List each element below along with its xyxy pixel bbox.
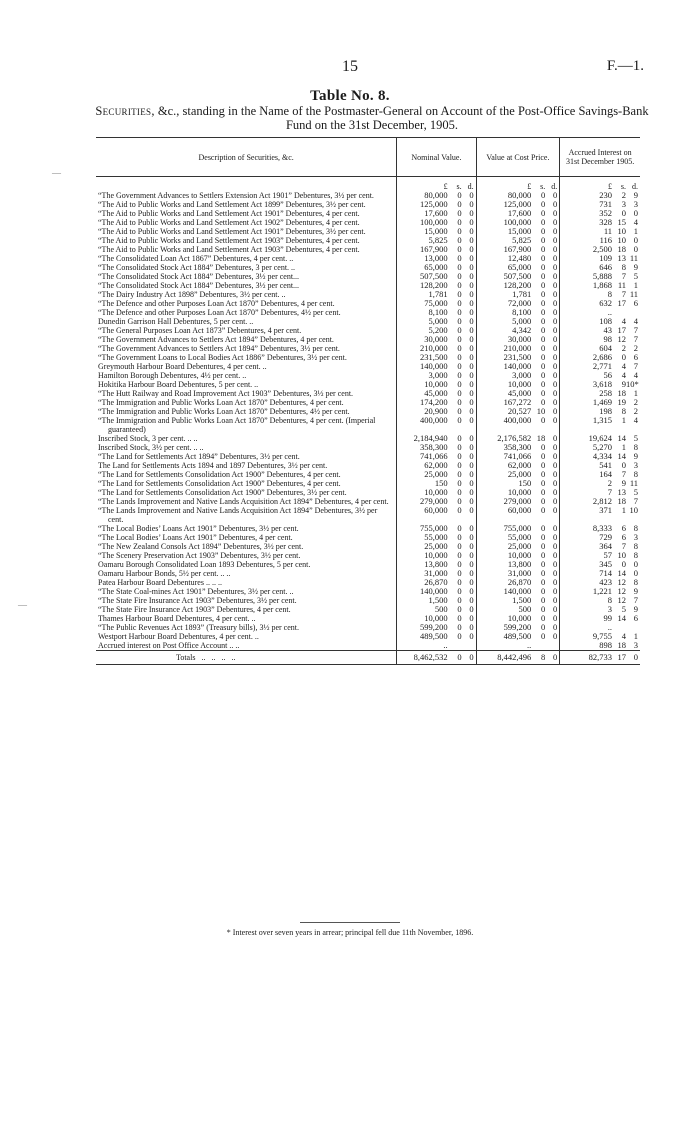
cost-value: 755,000 0 0	[476, 524, 560, 533]
accrued-interest: 5,888 7 5	[560, 272, 640, 281]
table-row	[96, 344, 640, 353]
table-row	[96, 497, 640, 506]
cost-value: 10,000 0 0	[476, 614, 560, 623]
table-row	[96, 587, 640, 596]
accrued-interest: 371 1 10	[560, 506, 640, 524]
accrued-interest: ..	[560, 308, 640, 317]
accrued-interest: 1,221 12 9	[560, 587, 640, 596]
cost-value: 72,000 0 0	[476, 299, 560, 308]
subtitle-lead: Securities,	[95, 104, 155, 118]
cost-value: 140,000 0 0	[476, 587, 560, 596]
table-row	[96, 623, 640, 632]
security-description: “The Aid to Public Works and Land Settlement Act 1902” Debentures, 4 per cent.	[98, 218, 360, 227]
units-desc	[96, 177, 397, 192]
table-row	[96, 353, 640, 362]
table-row	[96, 362, 640, 371]
accrued-interest: 328 15 4	[560, 218, 640, 227]
cost-value: 100,000 0 0	[476, 218, 560, 227]
table-row	[96, 209, 640, 218]
cost-value: 10,000 0 0	[476, 380, 560, 389]
security-description: “The Consolidated Stock Act 1884” Debentures, 3½ per cent...	[98, 281, 300, 290]
cost-value: 15,000 0 0	[476, 227, 560, 236]
cost-value: 5,825 0 0	[476, 236, 560, 245]
security-description: “The State Fire Insurance Act 1903” Debentures, 4 per cent.	[98, 605, 291, 614]
nominal-value: 507,500 0 0	[397, 272, 476, 281]
cost-value: 140,000 0 0	[476, 362, 560, 371]
accrued-interest: 258 18 1	[560, 389, 640, 398]
cost-value: 167,900 0 0	[476, 245, 560, 254]
table-row	[96, 371, 640, 380]
security-description: “The Aid to Public Works and Land Settlement Act 1901” Debentures, 3½ per cent.	[98, 227, 366, 236]
table-row	[96, 542, 640, 551]
nominal-value: 150 0 0	[397, 479, 476, 488]
accrued-interest: 7 13 5	[560, 488, 640, 497]
table-row	[96, 614, 640, 623]
accrued-interest: 604 2 2	[560, 344, 640, 353]
accrued-interest: 8 12 7	[560, 596, 640, 605]
table-row	[96, 479, 640, 488]
cost-value: 12,480 0 0	[476, 254, 560, 263]
security-description: “The Consolidated Stock Act 1884” Debentures, 3 per cent. ..	[98, 263, 296, 272]
table-row	[96, 191, 640, 200]
security-description: Inscribed Stock, 3 per cent. .. ..	[98, 434, 198, 443]
accrued-interest: 109 13 11	[560, 254, 640, 263]
table-row	[96, 236, 640, 245]
security-description: Thames Harbour Board Debentures, 4 per cent. ..	[98, 614, 256, 623]
cost-value: 20,527 10 0	[476, 407, 560, 416]
cost-value: 55,000 0 0	[476, 533, 560, 542]
accrued-interest: 345 0 0	[560, 560, 640, 569]
cost-value: 80,000 0 0	[476, 191, 560, 200]
security-description: Greymouth Harbour Board Debentures, 4 per cent. ..	[98, 362, 267, 371]
security-description: “The Land for Settlements Act 1894” Debentures, 3½ per cent.	[98, 452, 300, 461]
accrued-interest: 99 14 6	[560, 614, 640, 623]
security-description: Inscribed Stock, 3½ per cent. .. ..	[98, 443, 204, 452]
cost-value: 599,200 0 0	[476, 623, 560, 632]
cost-value: 13,800 0 0	[476, 560, 560, 569]
table-row	[96, 461, 640, 470]
header-accrued-interest: Accrued Interest on 31st December 1905.	[560, 138, 640, 177]
accrued-interest: 2 9 11	[560, 479, 640, 488]
nominal-value: 100,000 0 0	[397, 218, 476, 227]
security-description: “The Local Bodies’ Loans Act 1901” Debentures, 3½ per cent.	[98, 524, 299, 533]
footnote: * Interest over seven years in arrear; principal fell due 11th November, 1896.	[226, 928, 474, 937]
nominal-value: 20,900 0 0	[397, 407, 476, 416]
table-row	[96, 470, 640, 479]
totals-row	[96, 651, 640, 665]
cost-value: 279,000 0 0	[476, 497, 560, 506]
table-row	[96, 317, 640, 326]
accrued-interest: 2,812 18 7	[560, 497, 640, 506]
security-description: “The General Purposes Loan Act 1873” Debentures, 4 per cent.	[98, 326, 302, 335]
cost-value: 25,000 0 0	[476, 542, 560, 551]
nominal-value: 62,000 0 0	[397, 461, 476, 470]
security-description: “The State Coal-mines Act 1901” Debentures, 3½ per cent. ..	[98, 587, 294, 596]
table-row	[96, 596, 640, 605]
security-description: “The Government Loans to Local Bodies Act 1886” Debentures, 3½ per cent.	[98, 353, 347, 362]
table-row	[96, 416, 640, 434]
accrued-interest: 198 8 2	[560, 407, 640, 416]
accrued-interest: 2,771 4 7	[560, 362, 640, 371]
accrued-interest: 364 7 8	[560, 542, 640, 551]
table-row	[96, 533, 640, 542]
nominal-value: 65,000 0 0	[397, 263, 476, 272]
nominal-value: 128,200 0 0	[397, 281, 476, 290]
nominal-value: 60,000 0 0	[397, 506, 476, 524]
accrued-interest: 43 17 7	[560, 326, 640, 335]
table-row	[96, 452, 640, 461]
table-row	[96, 434, 640, 443]
accrued-interest: 1,868 11 1	[560, 281, 640, 290]
nominal-value: 210,000 0 0	[397, 344, 476, 353]
totals-nominal: 8,462,532 0 0	[397, 651, 476, 665]
cost-value: 358,300 0 0	[476, 443, 560, 452]
security-description: “The State Fire Insurance Act 1903” Debentures, 3½ per cent.	[98, 596, 297, 605]
security-description: “The Aid to Public Works and Land Settlement Act 1901” Debentures, 4 per cent.	[98, 209, 360, 218]
cost-value: 150 0 0	[476, 479, 560, 488]
table-row	[96, 326, 640, 335]
cost-value: 1,500 0 0	[476, 596, 560, 605]
table-row	[96, 281, 640, 290]
nominal-value: 3,000 0 0	[397, 371, 476, 380]
units-interest: £ s. d.	[560, 177, 640, 192]
accrued-interest: 5,270 1 8	[560, 443, 640, 452]
nominal-value: 5,000 0 0	[397, 317, 476, 326]
security-description: “The Government Advances to Settlers Act 1894” Debentures, 4 per cent.	[98, 335, 334, 344]
subtitle-text: &c., standing in the Name of the Postmaster-General on Account of the Post-Office Savings-Bank Fund on the 31st December, 1905.	[154, 104, 649, 132]
security-description: “The Immigration and Public Works Loan Act 1870” Debentures, 4½ per cent.	[98, 407, 350, 416]
table-row	[96, 299, 640, 308]
security-description: “The Consolidated Stock Act 1884” Debentures, 3½ per cent...	[98, 272, 300, 281]
nominal-value: 30,000 0 0	[397, 335, 476, 344]
security-description: Dunedin Garrison Hall Debentures, 5 per cent. ..	[98, 317, 254, 326]
security-description: “The Defence and other Purposes Loan Act 1870” Debentures, 4 per cent.	[98, 299, 335, 308]
units-nominal: £ s. d.	[397, 177, 476, 192]
security-description: Oamaru Borough Consolidated Loan 1893 Debentures, 5 per cent.	[98, 560, 311, 569]
accrued-interest: 3,618 910*	[560, 380, 640, 389]
nominal-value: 8,100 0 0	[397, 308, 476, 317]
cost-value: 507,500 0 0	[476, 272, 560, 281]
accrued-interest: 1,469 19 2	[560, 398, 640, 407]
security-description: “The Land for Settlements Consolidation Act 1900” Debentures, 3½ per cent.	[98, 488, 347, 497]
nominal-value: 125,000 0 0	[397, 200, 476, 209]
cost-value: 10,000 0 0	[476, 551, 560, 560]
security-description: The Land for Settlements Acts 1894 and 1897 Debentures, 3½ per cent.	[98, 461, 328, 470]
nominal-value: 25,000 0 0	[397, 542, 476, 551]
table-row	[96, 245, 640, 254]
table-row	[96, 380, 640, 389]
table-row	[96, 551, 640, 560]
table-row	[96, 389, 640, 398]
security-description: “The Scenery Preservation Act 1903” Debentures, 3½ per cent.	[98, 551, 301, 560]
nominal-value: 31,000 0 0	[397, 569, 476, 578]
table-subtitle	[92, 104, 652, 132]
nominal-value: 10,000 0 0	[397, 614, 476, 623]
nominal-value: 174,200 0 0	[397, 398, 476, 407]
accrued-interest: 56 4 4	[560, 371, 640, 380]
nominal-value: 10,000 0 0	[397, 551, 476, 560]
security-description: Accrued interest on Post Office Account .. ..	[98, 641, 240, 650]
security-description: “The Lands Improvement and Native Lands Acquisition Act 1894” Debentures, 4 per cent.	[98, 497, 389, 506]
cost-value: 31,000 0 0	[476, 569, 560, 578]
security-description: “The Local Bodies’ Loans Act 1901” Debentures, 4 per cent.	[98, 533, 293, 542]
cost-value: ..	[476, 641, 560, 651]
accrued-interest: 2,686 0 6	[560, 353, 640, 362]
nominal-value: 140,000 0 0	[397, 362, 476, 371]
table-body	[96, 177, 640, 651]
accrued-interest: ..	[560, 623, 640, 632]
nominal-value: 140,000 0 0	[397, 587, 476, 596]
cost-value: 30,000 0 0	[476, 335, 560, 344]
nominal-value: 13,800 0 0	[397, 560, 476, 569]
cost-value: 17,600 0 0	[476, 209, 560, 218]
accrued-interest: 116 10 0	[560, 236, 640, 245]
table-row	[96, 632, 640, 641]
cost-value: 2,176,582 18 0	[476, 434, 560, 443]
table-row	[96, 569, 640, 578]
accrued-interest: 729 6 3	[560, 533, 640, 542]
header-description: Description of Securities, &c.	[96, 138, 397, 177]
security-description: Westport Harbour Board Debentures, 4 per cent. ..	[98, 632, 259, 641]
accrued-interest: 731 3 3	[560, 200, 640, 209]
accrued-interest: 9,755 4 1	[560, 632, 640, 641]
accrued-interest: 898 18 3	[560, 641, 640, 651]
cost-value: 231,500 0 0	[476, 353, 560, 362]
nominal-value: 500 0 0	[397, 605, 476, 614]
nominal-value: 75,000 0 0	[397, 299, 476, 308]
nominal-value: 358,300 0 0	[397, 443, 476, 452]
cost-value: 26,870 0 0	[476, 578, 560, 587]
table-row	[96, 641, 640, 651]
totals-cost: 8,442,496 8 0	[476, 651, 560, 665]
table-title: Table No. 8.	[310, 88, 390, 104]
units-cost: £ s. d.	[476, 177, 560, 192]
table-row	[96, 290, 640, 299]
cost-value: 3,000 0 0	[476, 371, 560, 380]
nominal-value: 755,000 0 0	[397, 524, 476, 533]
cost-value: 8,100 0 0	[476, 308, 560, 317]
nominal-value: 5,200 0 0	[397, 326, 476, 335]
table-row	[96, 398, 640, 407]
footnote-rule	[300, 922, 400, 923]
table-row	[96, 308, 640, 317]
accrued-interest: 98 12 7	[560, 335, 640, 344]
table-row	[96, 227, 640, 236]
accrued-interest: 2,500 18 0	[560, 245, 640, 254]
table-row	[96, 605, 640, 614]
cost-value: 400,000 0 0	[476, 416, 560, 434]
table-row	[96, 218, 640, 227]
cost-value: 741,066 0 0	[476, 452, 560, 461]
table-row	[96, 200, 640, 209]
accrued-interest: 714 14 0	[560, 569, 640, 578]
margin-mark: —	[52, 168, 61, 178]
nominal-value: 25,000 0 0	[397, 470, 476, 479]
nominal-value: 55,000 0 0	[397, 533, 476, 542]
accrued-interest: 19,624 14 5	[560, 434, 640, 443]
nominal-value: 400,000 0 0	[397, 416, 476, 434]
security-description: “The Aid to Public Works and Land Settlement Act 1899” Debentures, 3½ per cent.	[98, 200, 366, 209]
table-row	[96, 263, 640, 272]
cost-value: 500 0 0	[476, 605, 560, 614]
security-description: “The New Zealand Consols Act 1894” Debentures, 3½ per cent.	[98, 542, 304, 551]
page-number: 15	[342, 58, 358, 75]
accrued-interest: 8,333 6 8	[560, 524, 640, 533]
accrued-interest: 541 0 3	[560, 461, 640, 470]
margin-mark: —	[18, 600, 27, 610]
table-row	[96, 524, 640, 533]
nominal-value: 279,000 0 0	[397, 497, 476, 506]
accrued-interest: 646 8 9	[560, 263, 640, 272]
security-description: “The Dairy Industry Act 1898” Debentures, 3½ per cent. ..	[98, 290, 286, 299]
table-row	[96, 407, 640, 416]
accrued-interest: 57 10 8	[560, 551, 640, 560]
nominal-value: 10,000 0 0	[397, 380, 476, 389]
security-description: “The Public Revenues Act 1893” (Treasury bills), 3½ per cent.	[98, 623, 299, 632]
accrued-interest: 1,315 1 4	[560, 416, 640, 434]
nominal-value: 2,184,940 0 0	[397, 434, 476, 443]
accrued-interest: 8 7 11	[560, 290, 640, 299]
accrued-interest: 164 7 8	[560, 470, 640, 479]
security-description: “The Immigration and Public Works Loan Act 1870” Debentures, 4 per cent.	[98, 398, 344, 407]
cost-value: 25,000 0 0	[476, 470, 560, 479]
cost-value: 45,000 0 0	[476, 389, 560, 398]
cost-value: 4,342 0 0	[476, 326, 560, 335]
security-description: “The Government Advances to Settlers Act 1894” Debentures, 3½ per cent.	[98, 344, 340, 353]
accrued-interest: 11 10 1	[560, 227, 640, 236]
nominal-value: 26,870 0 0	[397, 578, 476, 587]
nominal-value: 15,000 0 0	[397, 227, 476, 236]
nominal-value: 167,900 0 0	[397, 245, 476, 254]
accrued-interest: 230 2 9	[560, 191, 640, 200]
cost-value: 1,781 0 0	[476, 290, 560, 299]
cost-value: 210,000 0 0	[476, 344, 560, 353]
security-description: “The Lands Improvement and Native Lands Acquisition Act 1894” Debentures, 3½ per cent.	[98, 506, 378, 524]
security-description: “The Hutt Railway and Road Improvement Act 1903” Debentures, 3½ per cent.	[98, 389, 354, 398]
security-description: Hamilton Borough Debentures, 4½ per cent. ..	[98, 371, 247, 380]
table-row	[96, 506, 640, 524]
table-row	[96, 443, 640, 452]
nominal-value: 5,825 0 0	[397, 236, 476, 245]
table-row	[96, 578, 640, 587]
nominal-value: 13,000 0 0	[397, 254, 476, 263]
cost-value: 125,000 0 0	[476, 200, 560, 209]
nominal-value: 231,500 0 0	[397, 353, 476, 362]
security-description: “The Aid to Public Works and Land Settlement Act 1903” Debentures, 4 per cent.	[98, 245, 360, 254]
cost-value: 5,000 0 0	[476, 317, 560, 326]
accrued-interest: 108 4 4	[560, 317, 640, 326]
totals-interest: 82,733 17 0	[560, 651, 640, 665]
table-row	[96, 560, 640, 569]
accrued-interest: 423 12 8	[560, 578, 640, 587]
nominal-value: 45,000 0 0	[397, 389, 476, 398]
security-description: “The Immigration and Public Works Loan Act 1870” Debentures, 4 per cent. (Imperial guaranteed)	[98, 416, 376, 434]
header-nominal-value: Nominal Value.	[397, 138, 476, 177]
cost-value: 65,000 0 0	[476, 263, 560, 272]
security-description: “The Land for Settlements Consolidation Act 1900” Debentures, 4 per cent.	[98, 479, 341, 488]
nominal-value: 17,600 0 0	[397, 209, 476, 218]
security-description: Patea Harbour Board Debentures .. .. ..	[98, 578, 222, 587]
security-description: Hokitika Harbour Board Debentures, 5 per cent. ..	[98, 380, 259, 389]
security-description: “The Government Advances to Settlers Extension Act 1901” Debentures, 3½ per cent.	[98, 191, 374, 200]
nominal-value: ..	[397, 641, 476, 651]
cost-value: 167,272 0 0	[476, 398, 560, 407]
security-description: “The Defence and other Purposes Loan Act 1870” Debentures, 4½ per cent.	[98, 308, 341, 317]
nominal-value: 489,500 0 0	[397, 632, 476, 641]
cost-value: 10,000 0 0	[476, 488, 560, 497]
nominal-value: 741,066 0 0	[397, 452, 476, 461]
security-description: Oamaru Harbour Bonds, 5½ per cent. .. ..	[98, 569, 231, 578]
nominal-value: 10,000 0 0	[397, 488, 476, 497]
cost-value: 128,200 0 0	[476, 281, 560, 290]
table-row	[96, 335, 640, 344]
cost-value: 489,500 0 0	[476, 632, 560, 641]
accrued-interest: 4,334 14 9	[560, 452, 640, 461]
security-description: “The Land for Settlements Consolidation Act 1900” Debentures, 4 per cent.	[98, 470, 341, 479]
accrued-interest: 3 5 9	[560, 605, 640, 614]
units-row	[96, 177, 640, 192]
totals-label: Totals .. .. .. ..	[96, 651, 397, 665]
security-description: “The Aid to Public Works and Land Settlement Act 1903” Debentures, 4 per cent.	[98, 236, 360, 245]
accrued-interest: 352 0 0	[560, 209, 640, 218]
accrued-interest: 632 17 6	[560, 299, 640, 308]
table-row	[96, 272, 640, 281]
nominal-value: 599,200 0 0	[397, 623, 476, 632]
nominal-value: 1,781 0 0	[397, 290, 476, 299]
header-cost-value: Value at Cost Price.	[476, 138, 560, 177]
table-row	[96, 488, 640, 497]
page-reference: F.—1.	[606, 58, 644, 74]
cost-value: 62,000 0 0	[476, 461, 560, 470]
nominal-value: 80,000 0 0	[397, 191, 476, 200]
table-row	[96, 254, 640, 263]
header-row	[96, 138, 640, 177]
securities-table	[96, 137, 640, 665]
nominal-value: 1,500 0 0	[397, 596, 476, 605]
security-description: “The Consolidated Loan Act 1867” Debentures, 4 per cent. ..	[98, 254, 294, 263]
cost-value: 60,000 0 0	[476, 506, 560, 524]
